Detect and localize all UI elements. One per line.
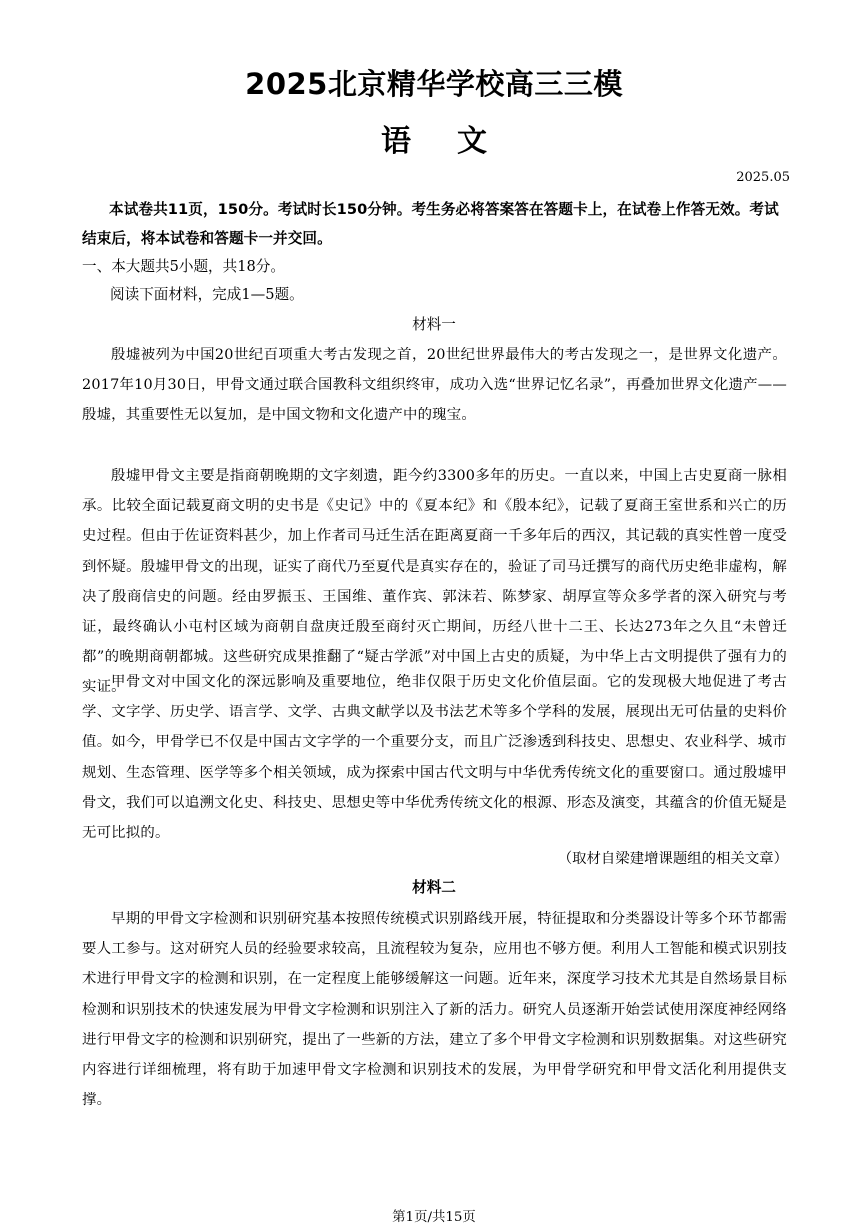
material-one-source: （取材自梁建增课题组的相关文章） bbox=[557, 851, 788, 867]
reading-instruction: 阅读下面材料，完成1—5题。 bbox=[110, 286, 304, 303]
material-one-paragraph-3: 甲骨文对中国文化的深远影响及重要地位，绝非仅限于历史文化价值层面。它的发现极大地促进了考古学、文字学、历史学、语言学、文学、古典文献学以及书法艺术等多个学科的发展，展现出无可估量的史料价值。如今，甲骨学已不仅是中国古文字学的一个重要分支，而且广泛渗透到科技史、思想史、农业科学、城市规划、生态管理、医学等多个相关领域，成为探索中国古代文明与中华优秀传统文化的重要窗口。通过殷墟甲骨文，我们可以追溯文化史、科技史、思想史等中华优秀传统文化的根源、形态及演变，其蕴含的价值无疑是无可比拟的。 bbox=[82, 674, 787, 842]
exam-title: 2025北京精华学校高三三模 bbox=[245, 67, 623, 101]
material-one-heading: 材料一 bbox=[412, 316, 456, 333]
section-heading: 一、本大题共5小题，共18分。 bbox=[82, 258, 285, 275]
material-two-heading: 材料二 bbox=[412, 879, 456, 896]
exam-date: 2025.05 bbox=[736, 170, 790, 185]
material-two-paragraph-1: 早期的甲骨文字检测和识别研究基本按照传统模式识别路线开展，特征提取和分类器设计等多个环节都需要人工参与。这对研究人员的经验要求较高，且流程较为复杂，应用也不够方便。利用人工智能和模式识别技术进行甲骨文字的检测和识别，在一定程度上能够缓解这一问题。近年来，深度学习技术尤其是自然场景目标检测和识别技术的快速发展为甲骨文字检测和识别注入了新的活力。研究人员逐渐开始尝试使用深度神经网络进行甲骨文字的检测和识别研究，提出了一些新的方法，建立了多个甲骨文字检测和识别数据集。对这些研究内容进行详细梳理，将有助于加速甲骨文字检测和识别技术的发展，为甲骨学研究和甲骨文活化利用提供支撑。 bbox=[82, 911, 787, 1109]
subject-title: 语文 bbox=[381, 124, 533, 159]
exam-notice: 本试卷共11页，150分。考试时长150分钟。考生务必将答案答在答题卡上，在试卷上作答无效。考试结束后，将本试卷和答题卡一并交回。 bbox=[82, 201, 779, 247]
page-number: 第1页/共15页 bbox=[392, 1210, 476, 1225]
material-one-paragraph-1: 殷墟被列为中国20世纪百项重大考古发现之首，20世纪世界最伟大的考古发现之一，是世界文化遗产。2017年10月30日，甲骨文通过联合国教科文组织终审，成功入选“世界记忆名录”，再叠加世界文化遗产——殷墟，其重要性无以复加，是中国文物和文化遗产中的瑰宝。 bbox=[82, 347, 787, 424]
material-one-paragraph-2: 殷墟甲骨文主要是指商朝晚期的文字刻遗，距今约3300多年的历史。一直以来，中国上古史夏商一脉相承。比较全面记载夏商文明的史书是《史记》中的《夏本纪》和《殷本纪》，记载了夏商王室世系和兴亡的历史过程。但由于佐证资料甚少，加上作者司马迁生活在距离夏商一千多年后的西汉，其记载的真实性曾一度受到怀疑。殷墟甲骨文的出现，证实了商代乃至夏代是真实存在的，验证了司马迁撰写的商代历史绝非虚构，解决了殷商信史的问题。经由罗振玉、王国维、董作宾、郭沫若、陈梦家、胡厚宣等众多学者的深入研究与考证，最终确认小屯村区域为商朝自盘庚迁殷至商纣灭亡期间，历经八世十二王、长达273年之久且“未曾迁都”的晚期商朝都城。这些研究成果推翻了“疑古学派”对中国上古史的质疑，为中华上古文明提供了强有力的实证。 bbox=[82, 468, 787, 696]
